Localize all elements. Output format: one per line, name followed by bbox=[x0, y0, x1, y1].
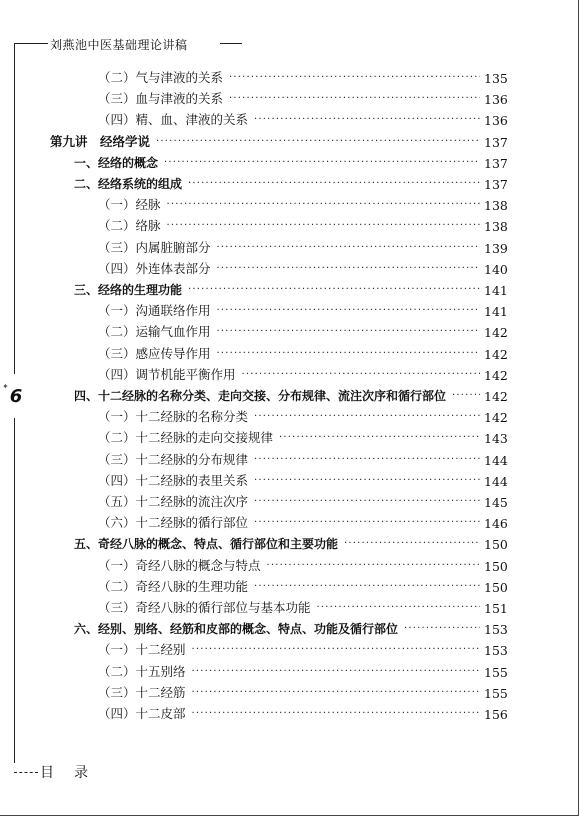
toc-entry[interactable] bbox=[98, 704, 506, 722]
toc-entry[interactable] bbox=[98, 110, 506, 128]
dot-leader bbox=[217, 349, 480, 359]
toc-entry[interactable] bbox=[98, 301, 506, 319]
toc-entry-page: 155 bbox=[484, 685, 508, 701]
toc-entry-page: 136 bbox=[484, 92, 508, 108]
toc-entry-title: （二）气与津液的关系 bbox=[98, 70, 224, 85]
toc-entry[interactable] bbox=[74, 386, 506, 404]
toc-entry-title: （一）十二经别 bbox=[98, 642, 186, 658]
toc-entry-title: 一、经络的概念 bbox=[74, 155, 159, 170]
toc-entry-title: （五）十二经脉的流注次序 bbox=[98, 494, 249, 509]
dot-leader bbox=[254, 582, 480, 592]
dot-leader bbox=[229, 94, 480, 104]
toc-entry-page: 144 bbox=[484, 473, 508, 489]
toc-entry-page: 136 bbox=[484, 113, 508, 129]
dot-leader bbox=[317, 603, 480, 613]
toc-entry-page: 142 bbox=[484, 389, 508, 404]
toc-entry-title: 五、奇经八脉的概念、特点、循行部位和主要功能 bbox=[74, 537, 339, 552]
dot-leader bbox=[242, 370, 480, 380]
toc-entry-title: （二）络脉 bbox=[98, 218, 161, 234]
toc-entry[interactable] bbox=[74, 534, 506, 552]
toc-entry-page: 155 bbox=[484, 664, 508, 680]
dot-leader bbox=[404, 624, 480, 634]
toc-entry-page: 153 bbox=[484, 622, 508, 638]
dot-leader bbox=[188, 179, 480, 189]
toc-entry[interactable] bbox=[98, 68, 506, 86]
dot-leader bbox=[267, 561, 480, 571]
star-ornament-icon: ✦ bbox=[2, 382, 9, 391]
dot-leader bbox=[217, 327, 480, 337]
toc-entry[interactable] bbox=[98, 216, 506, 234]
toc-entry[interactable] bbox=[74, 280, 506, 298]
toc-entry-page: 153 bbox=[484, 643, 508, 659]
toc-entry[interactable] bbox=[50, 132, 506, 150]
toc-entry[interactable] bbox=[74, 174, 506, 192]
dot-leader bbox=[217, 243, 480, 253]
toc-entry[interactable] bbox=[98, 89, 506, 107]
toc-entry-title: （三）奇经八脉的循行部位与基本功能 bbox=[98, 600, 311, 615]
toc-entry-title: （二）运输气血作用 bbox=[98, 324, 211, 340]
toc-entry-page: 142 bbox=[484, 367, 508, 383]
dot-leader bbox=[279, 433, 480, 443]
dot-leader bbox=[254, 455, 480, 465]
toc-entry-page: 142 bbox=[484, 410, 508, 426]
toc-entry-page: 150 bbox=[484, 558, 508, 574]
toc-entry[interactable] bbox=[98, 259, 506, 277]
dot-leader bbox=[217, 264, 480, 274]
toc-entry-page: 137 bbox=[484, 177, 508, 192]
toc-entry-title: （四）精、血、津液的关系 bbox=[98, 112, 249, 128]
dot-leader bbox=[254, 115, 480, 125]
dot-leader bbox=[254, 412, 480, 422]
dot-leader bbox=[229, 73, 480, 83]
toc-entry-page: 142 bbox=[484, 325, 508, 341]
toc-entry[interactable] bbox=[98, 492, 506, 510]
toc-entry[interactable] bbox=[98, 577, 506, 595]
toc-entry-title: （六）十二经脉的循行部位 bbox=[98, 515, 249, 531]
page-number-badge bbox=[4, 382, 28, 412]
toc-entry-title: （三）血与津液的关系 bbox=[98, 91, 224, 107]
toc-entry-title: 二、经络系统的组成 bbox=[74, 177, 183, 191]
dot-leader bbox=[217, 306, 480, 316]
toc-entry-page: 151 bbox=[484, 601, 508, 616]
toc-entry-title: （四）外连体表部分 bbox=[98, 260, 211, 276]
footer-rule bbox=[14, 772, 38, 773]
dot-leader bbox=[452, 391, 480, 401]
toc-entry-title: （三）十二经筋 bbox=[98, 684, 186, 700]
toc-entry[interactable] bbox=[98, 513, 506, 531]
running-title: 刘燕池中医基础理论讲稿 bbox=[50, 38, 188, 52]
toc-entry[interactable] bbox=[98, 662, 506, 680]
toc-entry-title: （三）十二经脉的分布规律 bbox=[98, 451, 249, 467]
dot-leader bbox=[254, 497, 480, 507]
toc-entry-page: 143 bbox=[484, 431, 508, 447]
toc-entry-title: （一）十二经脉的名称分类 bbox=[98, 409, 249, 425]
toc-entry-page: 138 bbox=[484, 198, 508, 214]
toc-entry[interactable] bbox=[98, 556, 506, 574]
toc-entry-title: （四）十二经脉的表里关系 bbox=[98, 472, 249, 488]
dot-leader bbox=[156, 137, 480, 147]
footer-section: 目录 bbox=[40, 765, 108, 781]
header-rule-left bbox=[14, 43, 48, 44]
dot-leader bbox=[164, 158, 480, 168]
toc-entry-title: （四）调节机能平衡作用 bbox=[98, 366, 236, 382]
toc-entry[interactable] bbox=[98, 598, 506, 616]
toc-entry-page: 139 bbox=[484, 240, 508, 256]
toc-entry-page: 142 bbox=[484, 346, 508, 362]
dot-leader bbox=[254, 518, 480, 528]
toc-entry[interactable] bbox=[98, 471, 506, 489]
toc-entry[interactable] bbox=[98, 450, 506, 468]
toc-entry-page: 137 bbox=[484, 155, 508, 171]
footer bbox=[14, 762, 134, 782]
toc-entry[interactable] bbox=[98, 238, 506, 256]
toc-entry-title: 三、经络的生理功能 bbox=[74, 283, 183, 297]
toc-entry[interactable] bbox=[98, 407, 506, 425]
toc-entry-title: 四、十二经脉的名称分类、走向交接、分布规律、流注次序和循行部位 bbox=[74, 389, 447, 403]
dot-leader bbox=[192, 709, 480, 719]
toc-entry-page: 138 bbox=[484, 219, 508, 235]
toc-entry-title: （三）感应传导作用 bbox=[98, 345, 211, 361]
toc-entry[interactable] bbox=[98, 322, 506, 340]
toc-entry-title: （一）经脉 bbox=[98, 197, 161, 213]
dot-leader bbox=[167, 221, 480, 231]
margin-rule-bottom bbox=[14, 418, 15, 763]
toc-entry[interactable] bbox=[74, 619, 506, 637]
toc-entry-title: （二）奇经八脉的生理功能 bbox=[98, 578, 249, 594]
toc-entry-title: 第九讲 经络学说 bbox=[50, 133, 151, 149]
toc-entry-page: 156 bbox=[484, 707, 508, 722]
page-number: 6 bbox=[9, 386, 23, 407]
toc-entry[interactable] bbox=[98, 640, 506, 658]
toc-entry[interactable] bbox=[98, 365, 506, 383]
toc-entry-page: 144 bbox=[484, 452, 508, 468]
toc-entry-page: 140 bbox=[484, 261, 508, 277]
toc-entry-title: （一）奇经八脉的概念与特点 bbox=[98, 557, 261, 573]
toc-entry[interactable] bbox=[98, 683, 506, 701]
toc-entry[interactable] bbox=[98, 428, 506, 446]
toc-entry[interactable] bbox=[98, 344, 506, 362]
toc-entry-page: 145 bbox=[484, 495, 508, 510]
dot-leader bbox=[344, 539, 480, 549]
running-header bbox=[14, 36, 244, 50]
toc-entry-page: 150 bbox=[484, 579, 508, 595]
toc-entry[interactable] bbox=[74, 153, 506, 171]
toc-entry-title: 六、经别、别络、经筋和皮部的概念、特点、功能及循行部位 bbox=[74, 622, 399, 637]
margin-rule-top bbox=[14, 44, 15, 374]
toc-entry-title: （二）十二经脉的走向交接规律 bbox=[98, 430, 274, 446]
toc-entry[interactable] bbox=[98, 195, 506, 213]
toc-entry-page: 135 bbox=[484, 71, 508, 86]
dot-leader bbox=[254, 476, 480, 486]
toc-entry-page: 137 bbox=[484, 134, 508, 150]
toc-entry-title: （四）十二皮部 bbox=[98, 706, 186, 721]
toc-entry-page: 146 bbox=[484, 516, 508, 532]
header-rule-right bbox=[220, 43, 242, 44]
dot-leader bbox=[192, 688, 480, 698]
toc-entry-page: 150 bbox=[484, 537, 508, 553]
dot-leader bbox=[167, 200, 480, 210]
toc-entry-title: （一）沟通联络作用 bbox=[98, 303, 211, 319]
dot-leader bbox=[188, 285, 480, 295]
dot-leader bbox=[192, 667, 480, 677]
toc-entry-title: （二）十五别络 bbox=[98, 663, 186, 679]
toc-entry-page: 141 bbox=[484, 304, 508, 320]
dot-leader bbox=[192, 645, 480, 655]
toc-entry-title: （三）内属脏腑部分 bbox=[98, 239, 211, 255]
toc-entry-page: 141 bbox=[484, 283, 508, 298]
